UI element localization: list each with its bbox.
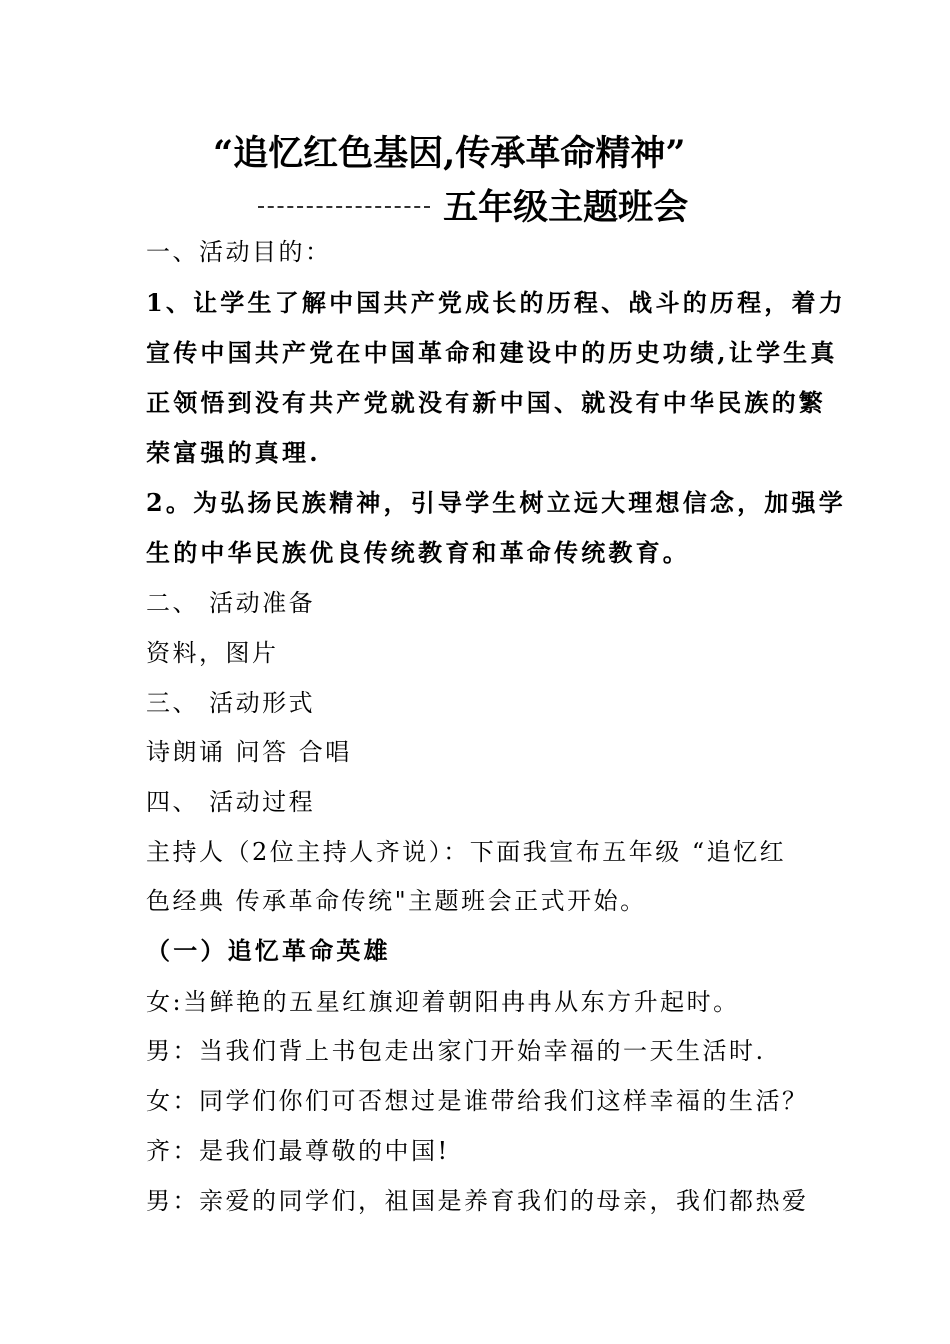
section-heading-format: 三、 活动形式 [146,689,316,717]
paragraph-line: 女：同学们你们可否想过是谁带给我们这样幸福的生活？ [146,1087,809,1115]
section-heading-process: 四、 活动过程 [146,788,316,816]
paragraph-line: 荣富强的真理. [146,438,321,467]
subsection-heading: （一）追忆革命英雄 [146,936,391,965]
section-heading-purpose: 一、活动目的： [146,238,332,266]
paragraph-line: 2。为弘扬民族精神，引导学生树立远大理想信念，加强学 [146,488,846,517]
paragraph-line: 资料，图片 [146,639,279,667]
paragraph-line: 1、让学生了解中国共产党成长的历程、战斗的历程，着力 [146,288,846,317]
paragraph-line: 齐：是我们最尊敬的中国! [146,1137,450,1165]
paragraph-line: 色经典 传承革命传统"主题班会正式开始。 [146,887,647,915]
dashed-divider [258,206,430,208]
paragraph-line: 诗朗诵 问答 合唱 [146,738,352,766]
paragraph-line: 女:当鲜艳的五星红旗迎着朝阳冉冉从东方升起时。 [146,988,740,1016]
section-heading-preparation: 二、 活动准备 [146,589,316,617]
paragraph-line: 男：亲爱的同学们，祖国是养育我们的母亲，我们都热爱 [146,1187,809,1215]
paragraph-line: 男：当我们背上书包走出家门开始幸福的一天生活时. [146,1037,766,1065]
paragraph-line: 正领悟到没有共产党就没有新中国、就没有中华民族的繁 [146,388,826,417]
document-title: “追忆红色基因,传承革命精神” [213,133,686,174]
paragraph-line: 主持人（2位主持人齐说）：下面我宣布五年级 “追忆红 [146,838,787,866]
subtitle-row [258,180,688,226]
paragraph-line: 生的中华民族优良传统教育和革命传统教育。 [146,538,690,567]
paragraph-line: 宣传中国共产党在中国革命和建设中的历史功绩,让学生真 [146,338,838,367]
document-subtitle: 五年级主题班会 [443,187,689,228]
